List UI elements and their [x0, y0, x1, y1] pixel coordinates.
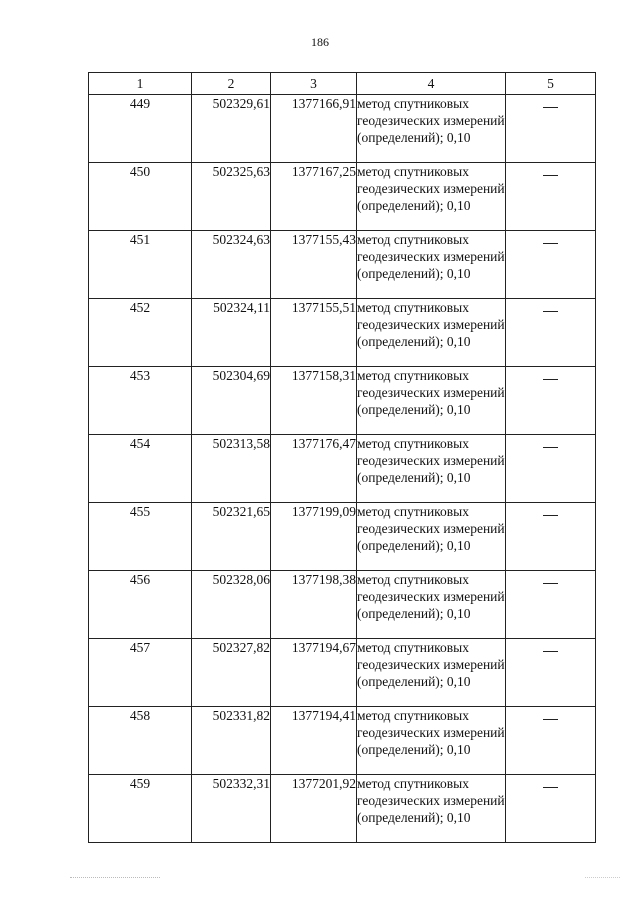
point-number-cell: 459 [89, 775, 192, 843]
y-coordinate-cell: 1377199,09 [271, 503, 357, 571]
note-cell [506, 231, 596, 299]
point-number-cell: 458 [89, 707, 192, 775]
method-cell: метод спутниковых геодезических измерений (определений); 0,10 [357, 367, 506, 435]
table-row [89, 503, 596, 571]
method-cell: метод спутниковых геодезических измерений (определений); 0,10 [357, 571, 506, 639]
method-cell: метод спутниковых геодезических измерений (определений); 0,10 [357, 435, 506, 503]
table-row [89, 163, 596, 231]
x-coordinate-cell: 502329,61 [192, 95, 271, 163]
y-coordinate-cell: 1377167,25 [271, 163, 357, 231]
column-header-3: 3 [271, 73, 357, 95]
point-number-cell: 457 [89, 639, 192, 707]
y-coordinate-cell: 1377166,91 [271, 95, 357, 163]
method-cell: метод спутниковых геодезических измерений (определений); 0,10 [357, 707, 506, 775]
scan-artifact-left [70, 877, 160, 880]
method-cell: метод спутниковых геодезических измерений (определений); 0,10 [357, 95, 506, 163]
dash-mark [543, 583, 558, 584]
column-header-1: 1 [89, 73, 192, 95]
table-row [89, 231, 596, 299]
table-header-row [89, 73, 596, 95]
y-coordinate-cell: 1377194,67 [271, 639, 357, 707]
note-cell [506, 639, 596, 707]
y-coordinate-cell: 1377198,38 [271, 571, 357, 639]
point-number-cell: 452 [89, 299, 192, 367]
dash-mark [543, 175, 558, 176]
x-coordinate-cell: 502313,58 [192, 435, 271, 503]
dash-mark [543, 311, 558, 312]
coordinates-table [88, 72, 596, 843]
table-row [89, 639, 596, 707]
y-coordinate-cell: 1377155,43 [271, 231, 357, 299]
method-cell: метод спутниковых геодезических измерений (определений); 0,10 [357, 299, 506, 367]
note-cell [506, 163, 596, 231]
note-cell [506, 775, 596, 843]
y-coordinate-cell: 1377155,51 [271, 299, 357, 367]
method-cell: метод спутниковых геодезических измерений (определений); 0,10 [357, 775, 506, 843]
x-coordinate-cell: 502331,82 [192, 707, 271, 775]
dash-mark [543, 787, 558, 788]
scan-artifact-right [585, 877, 620, 880]
point-number-cell: 454 [89, 435, 192, 503]
table-row [89, 299, 596, 367]
x-coordinate-cell: 502321,65 [192, 503, 271, 571]
note-cell [506, 95, 596, 163]
table-row [89, 435, 596, 503]
x-coordinate-cell: 502324,63 [192, 231, 271, 299]
dash-mark [543, 719, 558, 720]
table-row [89, 775, 596, 843]
y-coordinate-cell: 1377158,31 [271, 367, 357, 435]
dash-mark [543, 107, 558, 108]
method-cell: метод спутниковых геодезических измерений (определений); 0,10 [357, 231, 506, 299]
point-number-cell: 450 [89, 163, 192, 231]
dash-mark [543, 515, 558, 516]
x-coordinate-cell: 502332,31 [192, 775, 271, 843]
y-coordinate-cell: 1377176,47 [271, 435, 357, 503]
note-cell [506, 503, 596, 571]
method-cell: метод спутниковых геодезических измерений (определений); 0,10 [357, 503, 506, 571]
dash-mark [543, 379, 558, 380]
dash-mark [543, 447, 558, 448]
point-number-cell: 455 [89, 503, 192, 571]
note-cell [506, 571, 596, 639]
x-coordinate-cell: 502325,63 [192, 163, 271, 231]
table-row [89, 571, 596, 639]
note-cell [506, 435, 596, 503]
note-cell [506, 707, 596, 775]
column-header-4: 4 [357, 73, 506, 95]
page-number: 186 [311, 35, 329, 49]
note-cell [506, 299, 596, 367]
method-cell: метод спутниковых геодезических измерений (определений); 0,10 [357, 163, 506, 231]
table-row [89, 707, 596, 775]
x-coordinate-cell: 502304,69 [192, 367, 271, 435]
point-number-cell: 456 [89, 571, 192, 639]
point-number-cell: 451 [89, 231, 192, 299]
point-number-cell: 449 [89, 95, 192, 163]
dash-mark [543, 243, 558, 244]
column-header-5: 5 [506, 73, 596, 95]
table-row [89, 95, 596, 163]
x-coordinate-cell: 502328,06 [192, 571, 271, 639]
x-coordinate-cell: 502327,82 [192, 639, 271, 707]
y-coordinate-cell: 1377201,92 [271, 775, 357, 843]
note-cell [506, 367, 596, 435]
y-coordinate-cell: 1377194,41 [271, 707, 357, 775]
dash-mark [543, 651, 558, 652]
table-row [89, 367, 596, 435]
point-number-cell: 453 [89, 367, 192, 435]
column-header-2: 2 [192, 73, 271, 95]
method-cell: метод спутниковых геодезических измерений (определений); 0,10 [357, 639, 506, 707]
x-coordinate-cell: 502324,11 [192, 299, 271, 367]
